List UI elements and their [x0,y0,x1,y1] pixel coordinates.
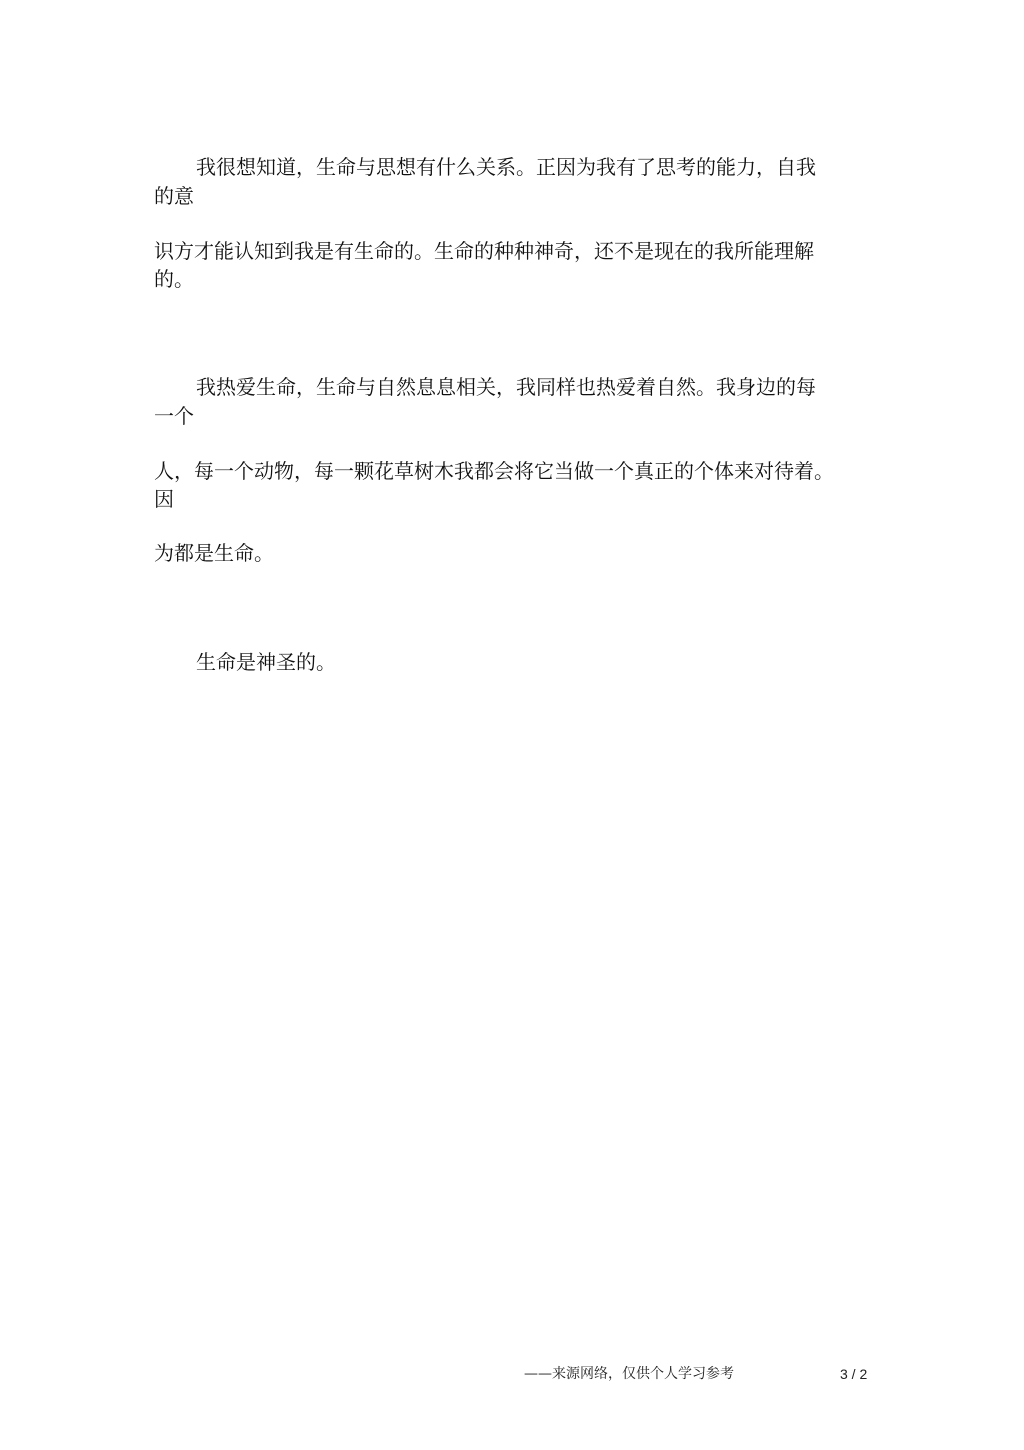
paragraph-2-line-1: 我热爱生命，生命与自然息息相关，我同样也热爱着自然。我身边的每 [196,375,816,399]
paragraph-1-line-1: 我很想知道，生命与思想有什么关系。正因为我有了思考的能力，自我 [196,155,816,179]
page-number: 3 / 2 [840,1366,868,1382]
paragraph-2-line-5: 为都是生命。 [154,541,274,565]
paragraph-2-line-3: 人，每一个动物，每一颗花草树木我都会将它当做一个真正的个体来对待着。 [154,459,834,483]
paragraph-2-line-4: 因 [154,487,174,511]
paragraph-1-line-3: 识方才能认知到我是有生命的。生命的种种神奇，还不是现在的我所能理解 [154,239,814,263]
paragraph-1-line-2: 的意 [154,184,194,208]
paragraph-3-line-1: 生命是神圣的。 [196,650,336,674]
paragraph-2-line-2: 一个 [154,404,194,428]
paragraph-1-line-4: 的。 [154,267,194,291]
footer-source-note: ——来源网络，仅供个人学习参考 [524,1366,734,1382]
